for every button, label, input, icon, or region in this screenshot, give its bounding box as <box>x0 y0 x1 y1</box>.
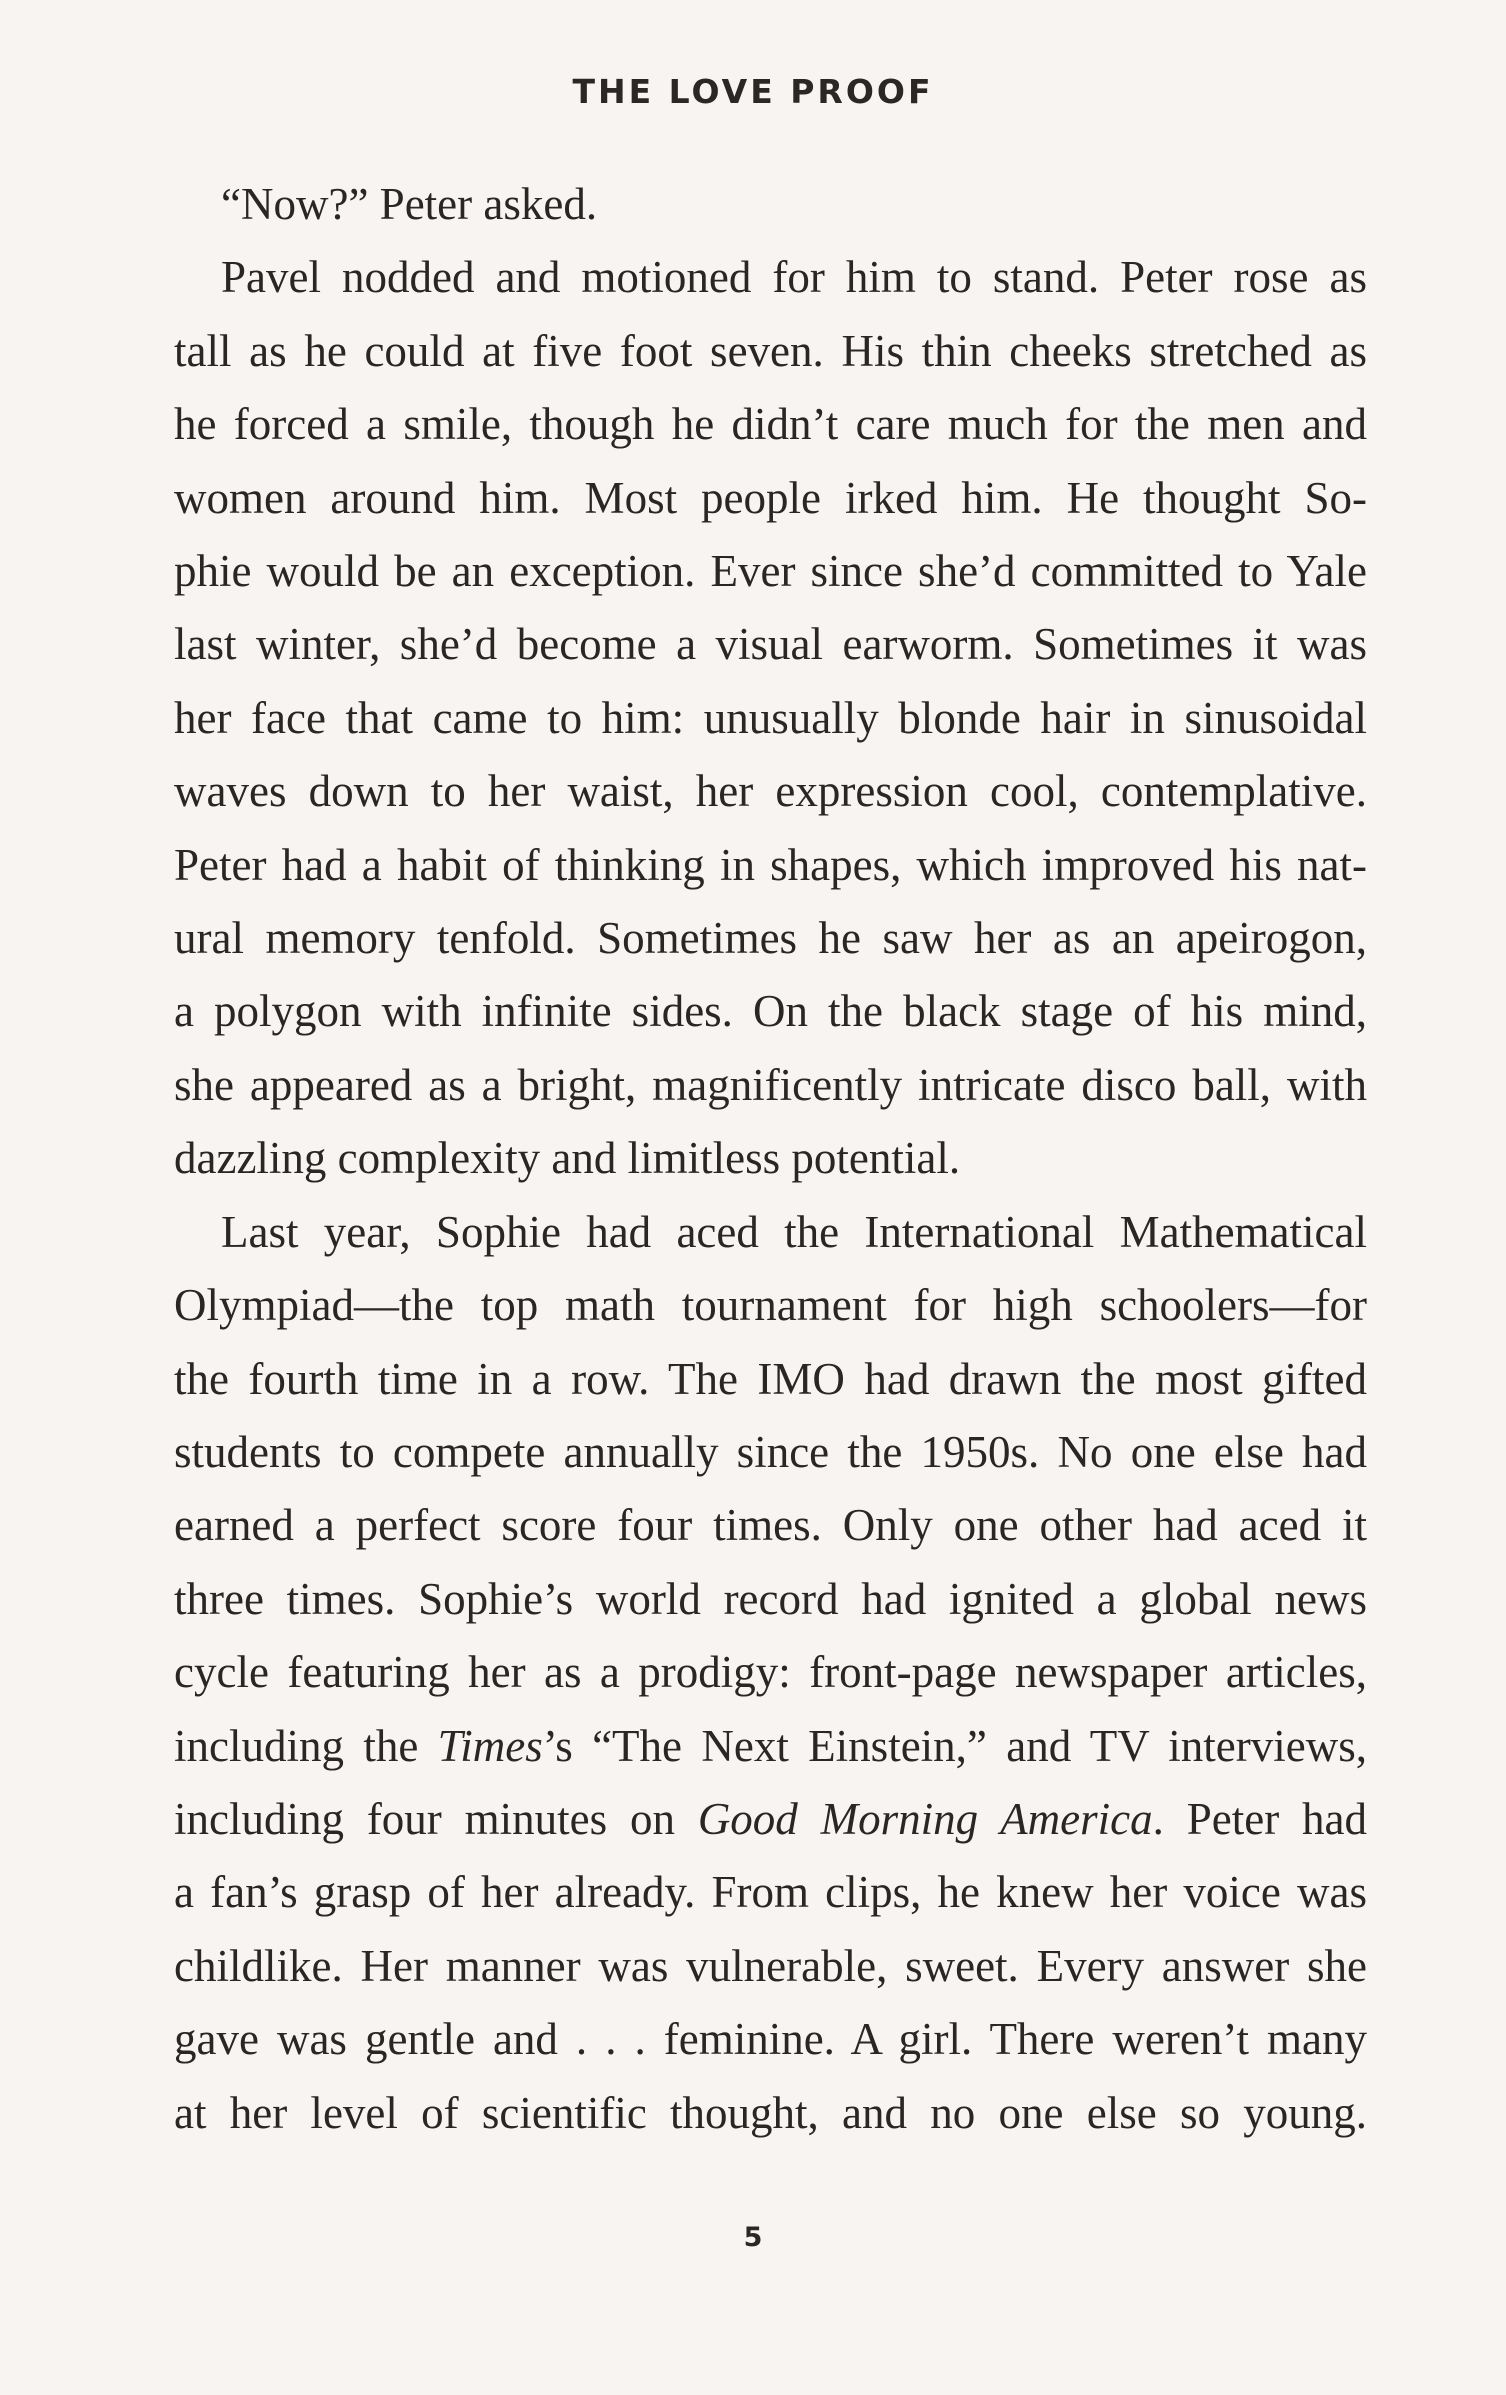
paragraph-2-line: ural memory tenfold. Sometimes he saw her as an apeirogon, <box>174 913 1367 964</box>
paragraph-3-line: a fan’s grasp of her already. From clips, he knew her voice was <box>174 1867 1367 1918</box>
paragraph-3-line: earned a perfect score four times. Only one other had aced it <box>174 1500 1367 1551</box>
paragraph-2-line: waves down to her waist, her expression cool, contemplative. <box>174 766 1367 817</box>
paragraph-2-line: phie would be an exception. Ever since she’d committed to Yale <box>174 546 1367 597</box>
paragraph-3-line: childlike. Her manner was vulnerable, sweet. Every answer she <box>174 1940 1367 1991</box>
page-number: 5 <box>743 2222 763 2253</box>
text-fragment: including the <box>174 1720 438 1771</box>
paragraph-3-line: at her level of scientific thought, and no one else so young. <box>174 2087 1367 2138</box>
paragraph-2-line: her face that came to him: unusually blonde hair in sinusoidal <box>174 692 1367 743</box>
paragraph-3-line: gave was gentle and . . . feminine. A girl. There weren’t many <box>174 2014 1367 2065</box>
text-fragment: ’s “The Next Einstein,” and TV interviews, <box>542 1720 1367 1771</box>
paragraph-2-line: dazzling complexity and limitless potential. <box>174 1133 961 1184</box>
italic-title-times: Times <box>437 1720 543 1771</box>
paragraph-3-line: the fourth time in a row. The IMO had drawn the most gifted <box>174 1353 1367 1404</box>
paragraph-3-line: students to compete annually since the 1950s. No one else had <box>174 1426 1367 1477</box>
text-fragment: . Peter had <box>1152 1793 1367 1844</box>
running-head: THE LOVE PROOF <box>572 72 934 111</box>
paragraph-2-line: last winter, she’d become a visual earworm. Sometimes it was <box>174 619 1367 670</box>
paragraph-2-line: she appeared as a bright, magnificently intricate disco ball, with <box>174 1059 1367 1110</box>
paragraph-3-line-with-italic <box>174 1783 1367 1856</box>
text-fragment: including four minutes on <box>174 1793 698 1844</box>
paragraph-2-line: tall as he could at five foot seven. His thin cheeks stretched as <box>174 325 1367 376</box>
paragraph-3-line: cycle featuring her as a prodigy: front-page newspaper articles, <box>174 1647 1367 1698</box>
paragraph-3-line: Last year, Sophie had aced the International Mathematical <box>221 1206 1367 1257</box>
paragraph-2-line: Peter had a habit of thinking in shapes, which improved his nat- <box>174 839 1367 890</box>
paragraph-3-line-with-italic <box>174 1710 1367 1783</box>
paragraph-3-line: three times. Sophie’s world record had ignited a global news <box>174 1573 1367 1624</box>
paragraph-2-line: a polygon with infinite sides. On the black stage of his mind, <box>174 986 1367 1037</box>
paragraph-1-line: “Now?” Peter asked. <box>221 179 598 229</box>
paragraph-2-line: he forced a smile, though he didn’t care much for the men and <box>174 399 1367 450</box>
body-text <box>174 168 1367 2150</box>
paragraph-3-line: Olympiad—the top math tournament for high schoolers—for <box>174 1280 1367 1331</box>
italic-title-gma: Good Morning America <box>697 1793 1153 1844</box>
paragraph-2-line: Pavel nodded and motioned for him to stand. Peter rose as <box>221 252 1367 303</box>
paragraph-2-line: women around him. Most people irked him. He thought So- <box>174 472 1367 523</box>
